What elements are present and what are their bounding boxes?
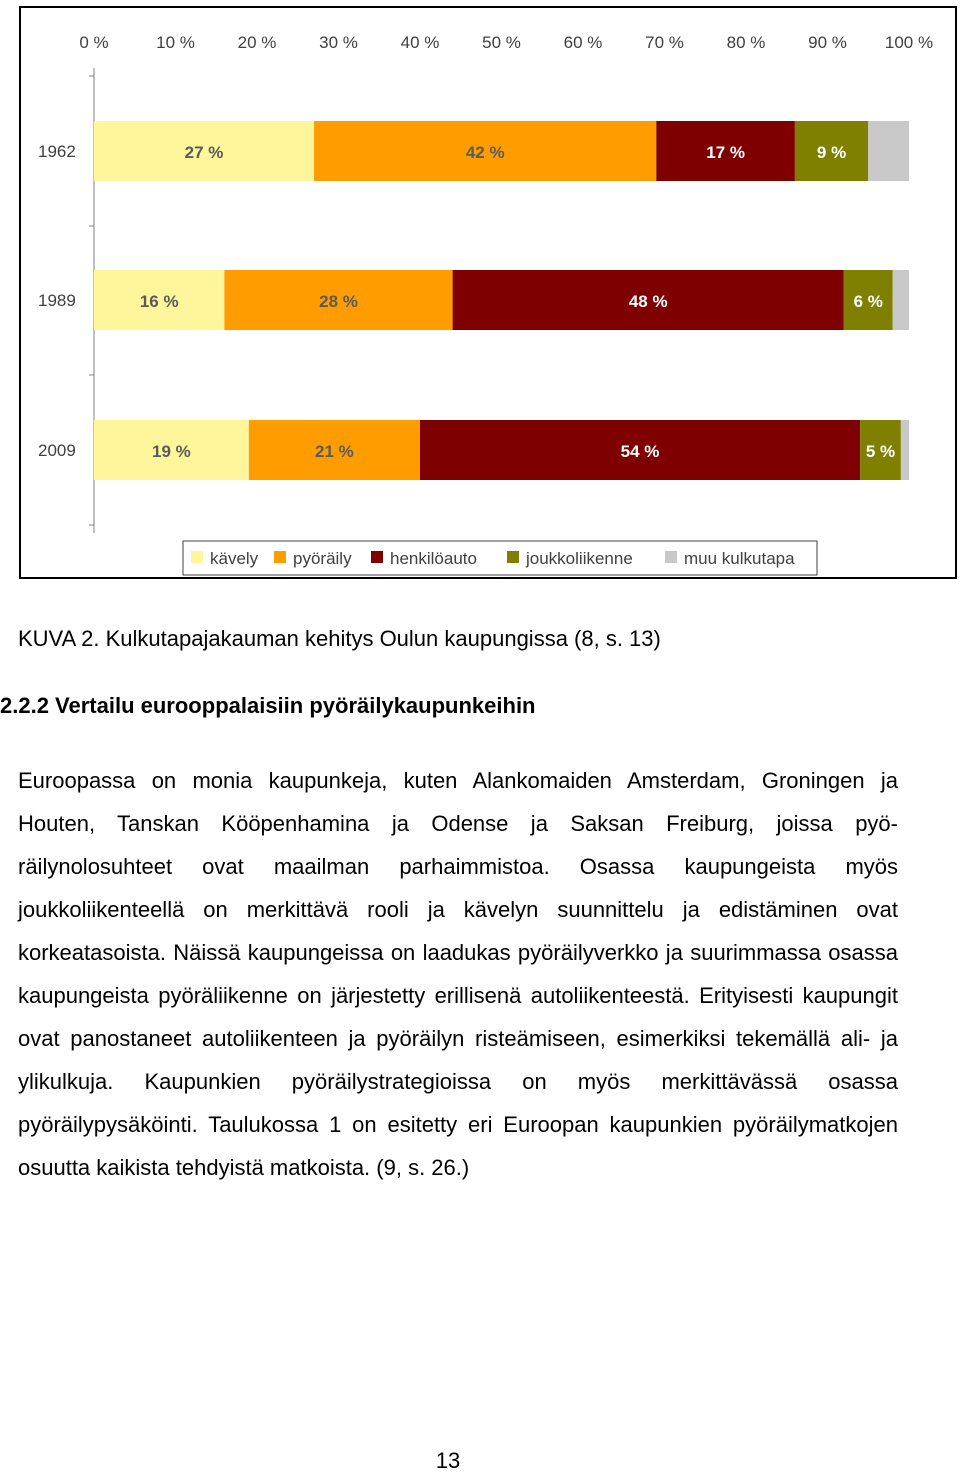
legend-label: kävely [210,549,259,568]
legend-swatch [371,551,383,563]
legend-label: henkilöauto [390,549,477,568]
legend-label: joukkoliikenne [526,549,633,568]
bar-segment [901,420,909,480]
x-tick-label: 0 % [79,33,109,52]
stacked-bar-chart [21,8,955,577]
data-label: 9 % [816,143,847,162]
chart-frame [19,6,957,579]
body-paragraph: Euroopassa on monia kaupunkeja, kuten Alankomaiden Amsterdam, Groningen ja Houten, Tanskan Kööpenhamina ja Odense ja Saksan Freiburg, joissa pyöräilynolosuhteet ovat maailman parhaimmistoa. Osassa kaupungeista myös joukkoliikenteellä on merkittävä rooli ja kävelyn suunnittelu ja edistäminen ovat korkeatasoista. Näissä kaupungeissa on laadukas pyöräilyverkko ja suurimmassa osassa kaupungeista pyöräliikenne on järjestetty erillisenä autoliikenteestä. Erityisesti kaupungit ovat panostaneet autoliikenteen ja pyöräilyn risteämiseen, esimerkiksi tekemällä ali- ja ylikulkuja. Kaupunkien pyöräilystrategioissa on myös merkittävässä osassa pyöräilypysäköinti. Taulukossa 1 on esitetty eri Euroopan kaupunkien pyöräilymatkojen osuutta kaikista tehdyistä matkoista. (9, s. 26.) [18,768,898,1180]
category-label: 1962 [38,142,76,161]
section-heading: 2.2.2 Vertailu eurooppalaisiin pyöräilykaupunkeihin [0,693,536,718]
legend-swatch [191,551,203,563]
legend-label: muu kulkutapa [684,549,795,568]
legend-swatch [665,551,677,563]
data-label: 5 % [865,442,896,461]
x-tick-label: 80 % [726,33,766,52]
legend-swatch [507,551,519,563]
bar-segment [893,270,909,330]
data-label: 28 % [319,292,358,311]
x-tick-label: 50 % [482,33,521,52]
data-label: 21 % [315,442,354,461]
x-tick-label: 40 % [400,33,440,52]
x-tick-label: 100 % [884,33,934,52]
data-label: 54 % [620,442,660,461]
page-number: 13 [435,1448,461,1473]
legend-swatch [274,551,286,563]
x-tick-label: 20 % [237,33,277,52]
data-label: 27 % [184,143,224,162]
data-label: 48 % [628,292,668,311]
category-label: 2009 [38,441,76,460]
x-tick-label: 10 % [156,33,195,52]
data-label: 16 % [139,292,179,311]
data-label: 42 % [465,143,505,162]
category-label: 1989 [38,291,76,310]
x-tick-label: 60 % [563,33,603,52]
x-tick-label: 90 % [808,33,847,52]
data-label: 6 % [853,292,883,311]
legend-label: pyöräily [293,549,352,568]
x-tick-label: 30 % [319,33,358,52]
data-label: 19 % [152,442,191,461]
x-tick-label: 70 % [645,33,684,52]
bar-segment [868,121,909,181]
data-label: 17 % [706,143,745,162]
figure-caption: KUVA 2. Kulkutapajakauman kehitys Oulun kaupungissa (8, s. 13) [18,626,661,651]
